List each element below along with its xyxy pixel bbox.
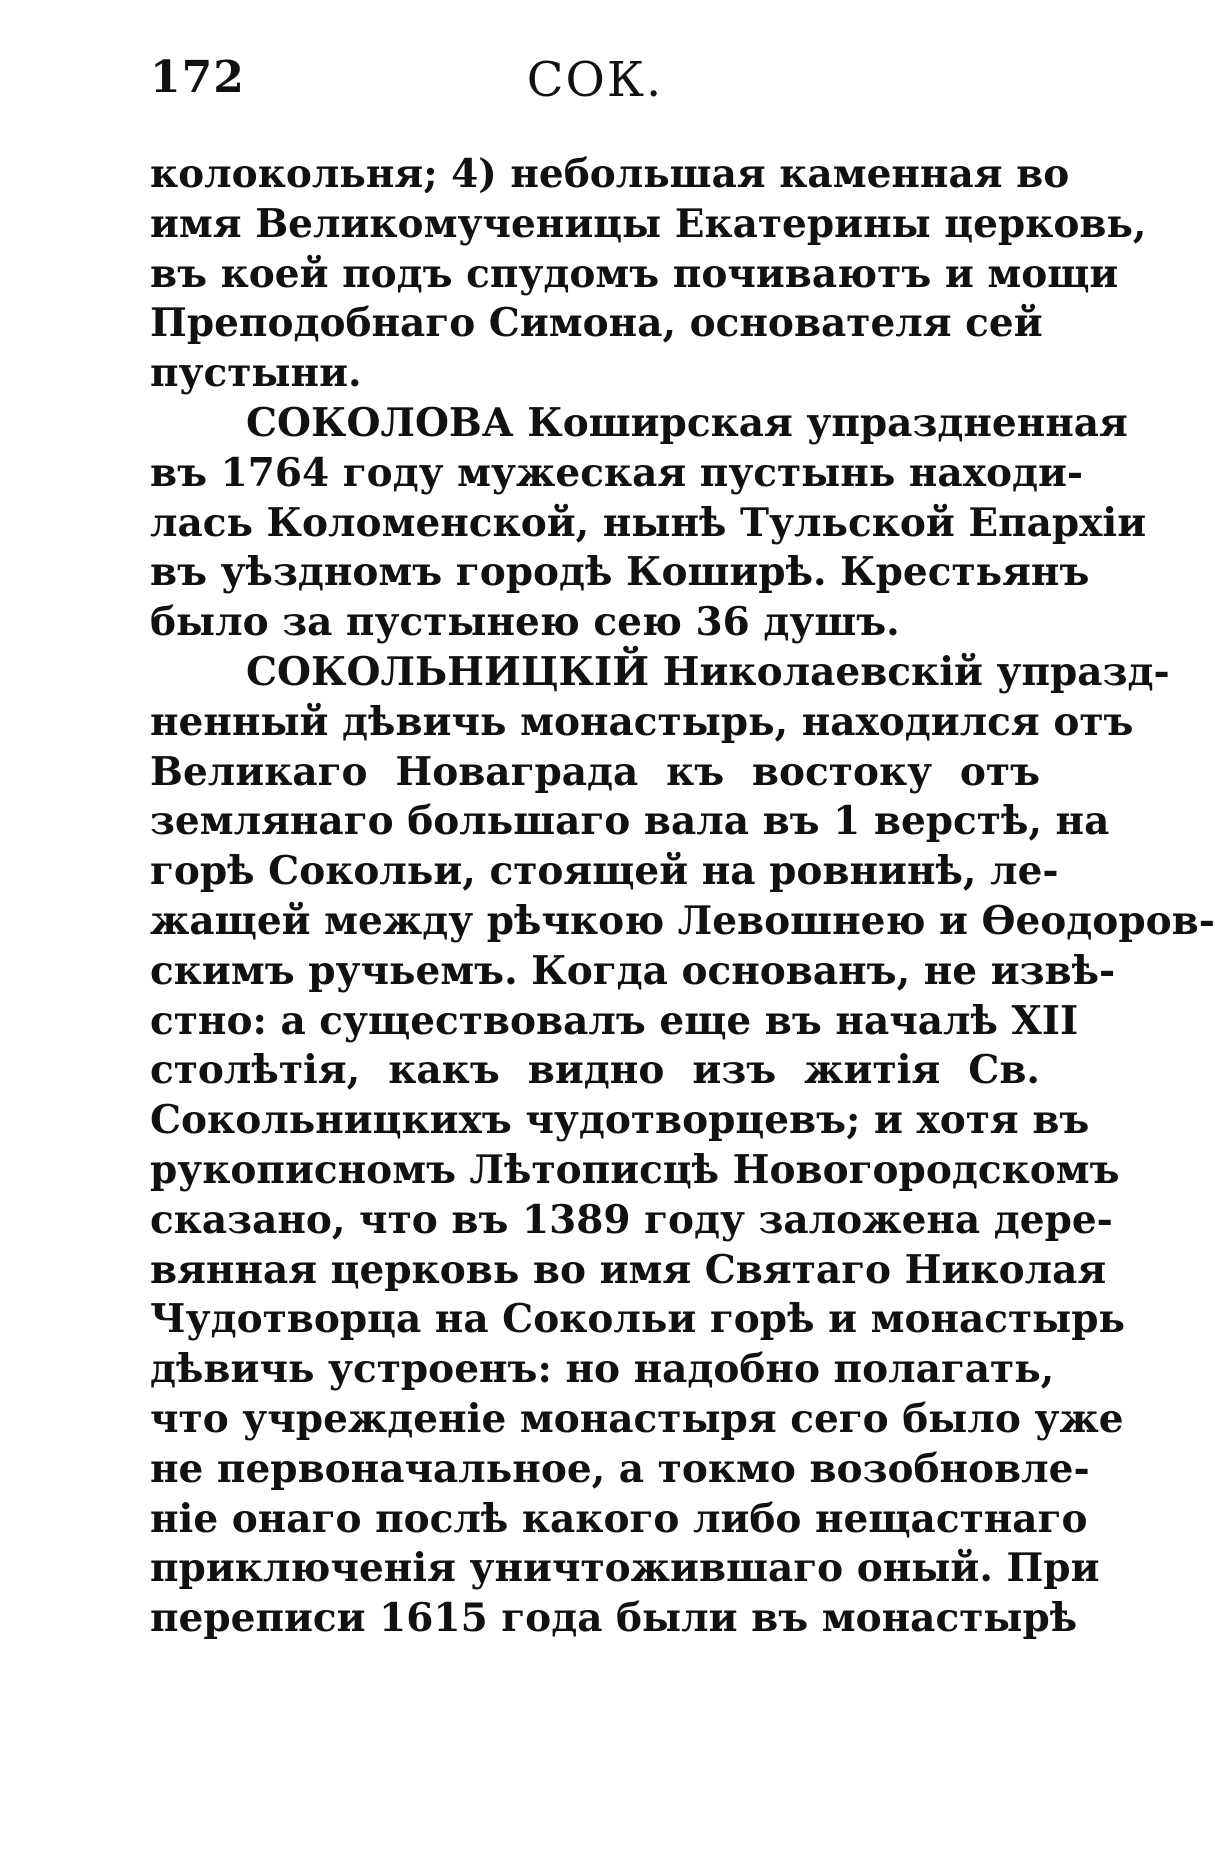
text-line: скимъ ручьемъ. Когда основанъ, не извѣ- xyxy=(150,947,1116,994)
text-line: переписи 1615 года были въ монастырѣ xyxy=(150,1595,1078,1642)
text-line: сказано, что въ 1389 году заложена дере- xyxy=(150,1196,1113,1243)
text-line: что учрежденіе монастыря сего было уже xyxy=(150,1395,1124,1442)
text-line: СОКОЛОВА Коширская упраздненная xyxy=(246,399,1128,446)
page-header xyxy=(150,52,1040,122)
text-line: Сокольницкихъ чудотворцевъ; и хотя въ xyxy=(150,1097,1090,1144)
text-line: въ уѣздномъ городѣ Коширѣ. Крестьянъ xyxy=(150,549,1090,596)
text-line: колокольня; 4) небольшая каменная во xyxy=(150,151,1070,197)
text-line: въ коей подъ спудомъ почиваютъ и мощи xyxy=(150,250,1119,297)
text-line: землянаго большаго вала въ 1 верстѣ, на xyxy=(150,798,1110,845)
text-line: горѣ Сокольи, стоящей на ровнинѣ, ле- xyxy=(150,848,1059,895)
text-line: имя Великомученицы Екатерины церковь, xyxy=(150,200,1147,247)
body-text xyxy=(150,150,1215,1644)
page-number: 172 xyxy=(150,52,245,103)
text-line: было за пустынею сею 36 душъ. xyxy=(150,599,900,646)
text-line: ніе онаго послѣ какого либо нещастнаго xyxy=(150,1495,1088,1542)
text-line: пустыни. xyxy=(150,350,362,397)
text-line: Великаго Новаграда къ востоку отъ xyxy=(150,748,1040,795)
text-line: вянная церковь во имя Святаго Николая xyxy=(150,1246,1107,1293)
text-line: стно: а существовалъ еще въ началѣ XII xyxy=(150,997,1079,1044)
text-line: не первоначальное, а токмо возобновле- xyxy=(150,1445,1090,1492)
text-line: жащей между рѣчкою Левошнею и Ѳеодоров- xyxy=(150,897,1215,944)
text-line: рукописномъ Лѣтописцѣ Новогородскомъ xyxy=(150,1146,1120,1193)
text-line: приключенія уничтожившаго оный. При xyxy=(150,1545,1100,1592)
text-line: Преподобнаго Симона, основателя сей xyxy=(150,300,1043,347)
text-line: лась Коломенской, нынѣ Тульской Епархіи xyxy=(150,499,1147,546)
text-line: въ 1764 году мужеская пустынь находи- xyxy=(150,449,1084,496)
text-line: СОКОЛЬНИЦКІЙ Николаевскій упразд- xyxy=(246,648,1170,695)
running-head: СОК. xyxy=(526,52,664,108)
text-line: дѣвичь устроенъ: но надобно полагать, xyxy=(150,1346,1055,1393)
text-line: Чудотворца на Сокольи горѣ и монастырь xyxy=(150,1296,1126,1343)
text-line: столѣтія, какъ видно изъ житія Св. xyxy=(150,1047,1040,1094)
text-line: ненный дѣвичь монастырь, находился отъ xyxy=(150,698,1134,745)
